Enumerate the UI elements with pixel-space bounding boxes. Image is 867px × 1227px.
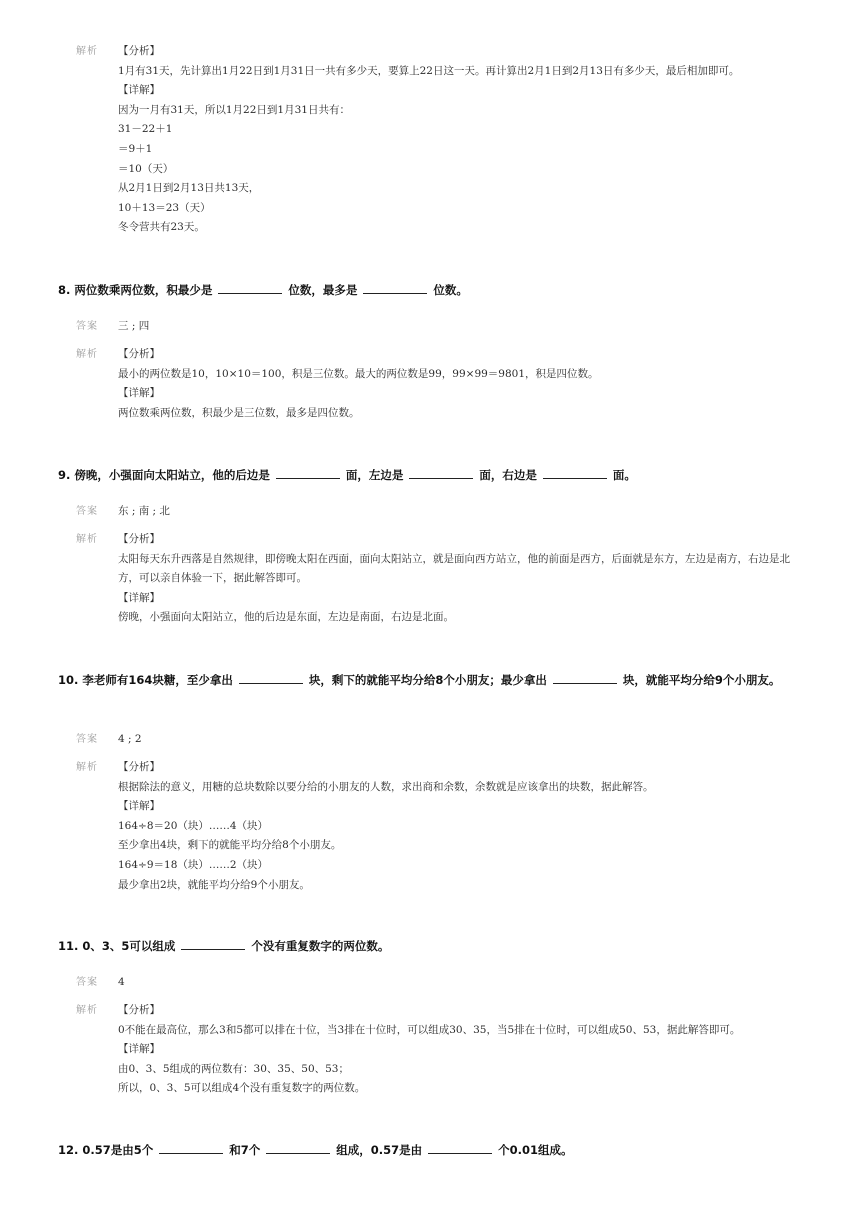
q9-analysis: 解析 【分析】 太阳每天东升西落是自然规律，即傍晚太阳在西面，面向太阳站立，就是面向西方站立，他的前面是西方，后面就是东方，左边是南方，右边是北方，可以亲自体验一下，据此解答即可。 【详解】 傍晚，小强面向太阳站立，他的后边是东面，左边是南面，右边是北面。 [76,530,836,628]
analysis-label: 解析 [76,534,98,545]
answer-label: 答案 [76,977,98,988]
analysis-label: 解析 [76,349,98,360]
question-8: 8. 两位数乘两位数，积最少是 位数，最多是 位数。 [58,283,468,297]
answer-blank[interactable] [159,1141,223,1154]
answer-blank[interactable] [428,1141,492,1154]
question-12: 12. 0.57是由5个 和7个 组成，0.57是由 个0.01组成。 [58,1143,573,1157]
answer-blank[interactable] [276,466,340,479]
analysis-label: 解析 [76,762,98,773]
q10-analysis: 解析 【分析】 根据除法的意义，用糖的总块数除以要分给的小朋友的人数，求出商和余数，余数就是应该拿出的块数，据此解答。 【详解】 164÷8＝20（块）……4（块） 至少拿出4块，剩下的就能平均分给8个小朋友。 164÷9＝18（块）……2（块） 最少拿出2块，就能平均分给9个小朋友。 [76,758,836,895]
answer-label: 答案 [76,321,98,332]
q7-analysis [76,42,836,238]
q10-answer [76,730,836,750]
answer-blank[interactable] [239,671,303,684]
answer-blank[interactable] [218,281,282,294]
q8-answer [76,317,836,337]
answer-blank[interactable] [409,466,473,479]
question-9: 9. 傍晚，小强面向太阳站立，他的后边是 面，左边是 面，右边是 面。 [58,468,636,482]
q11-answer-value: 4 [118,976,125,988]
answer-blank[interactable] [181,937,245,950]
q8-answer-value: 三 ; 四 [118,320,150,332]
answer-blank[interactable] [266,1141,330,1154]
analysis-label: 解析 [76,46,98,57]
answer-blank[interactable] [553,671,617,684]
analysis-label: 解析 [76,1005,98,1016]
q10-answer-value: 4 ; 2 [118,733,142,745]
answer-label: 答案 [76,734,98,745]
q7-analysis-body: 【分析】 1月有31天，先计算出1月22日到1月31日一共有多少天，要算上22日这一天。再计算出2月1日到2月13日有多少天，最后相加即可。 【详解】 因为一月有31天，所以1月22日到1月31日共有： 31－22＋1 ＝9＋1 ＝10（天） 从2月1日到2月13日共13天， 10＋13＝23（天） 冬令营共有23天。 [118,45,740,234]
q11-answer [76,973,836,993]
q9-answer [76,502,836,522]
question-11: 11. 0、3、5可以组成 个没有重复数字的两位数。 [58,939,390,953]
q11-analysis: 解析 【分析】 0不能在最高位，那么3和5都可以排在十位，当3排在十位时，可以组成30、35，当5排在十位时，可以组成50、53，据此解答即可。 【详解】 由0、3、5组成的两位数有：30、35、50、53； 所以，0、3、5可以组成4个没有重复数字的两位数。 [76,1001,836,1099]
answer-label: 答案 [76,506,98,517]
q8-analysis: 解析 【分析】 最小的两位数是10，10×10＝100，积是三位数。最大的两位数是99，99×99＝9801，积是四位数。 【详解】 两位数乘两位数，积最少是三位数，最多是四位数。 [76,345,836,423]
answer-blank[interactable] [363,281,427,294]
q9-answer-value: 东 ; 南 ; 北 [118,505,170,517]
question-10: 10. 李老师有164块糖，至少拿出 块，剩下的就能平均分给8个小朋友；最少拿出 块，就能平均分给9个小朋友。 [58,673,781,687]
answer-blank[interactable] [543,466,607,479]
